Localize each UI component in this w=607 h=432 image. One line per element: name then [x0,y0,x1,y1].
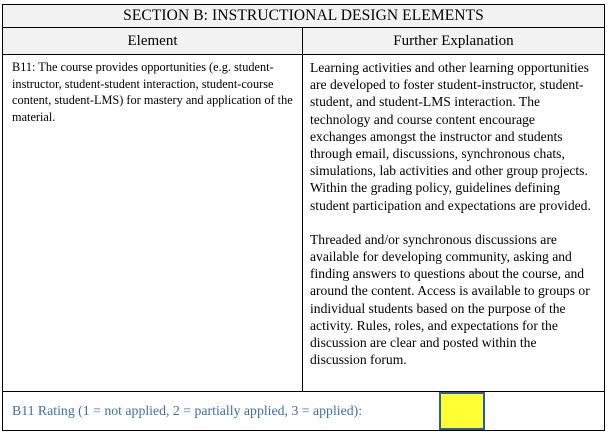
table-row [3,55,605,392]
element-description: B11: The course provides opportunities (e.g. student-instructor, student-student interaction, student-course content, student-LMS) for mastery and application of the material. [3,55,303,392]
rating-label: B11 Rating (1 = not applied, 2 = partially applied, 3 = applied): [12,403,363,418]
column-header-element: Element [3,28,303,55]
rubric-sheet [2,4,604,428]
section-title: SECTION B: INSTRUCTIONAL DESIGN ELEMENTS [3,5,605,28]
explanation-paragraph-2: Threaded and/or synchronous discussions are available for developing community, asking and finding answers to questions about the course, and around the content. Access is available to groups or individual students based on the purpose of the activity. Rules, roles, and expectations for the discussion are clear and posted within the discussion forum. [310,231,590,368]
rating-row [3,392,605,431]
explanation-cell [303,55,605,392]
column-header-explanation: Further Explanation [303,28,605,55]
rating-input[interactable] [439,392,485,430]
explanation-paragraph-1: Learning activities and other learning opportunities are developed to foster student-instructor, student-student, and student-LMS interaction. The technology and course content encourage exchanges amongst the instructor and students through email, discussions, synchronous chats, simulations, lab activities and other group projects. Within the grading policy, guidelines defining student participation and expectations are provided. [310,60,591,213]
rubric-table [2,4,605,431]
